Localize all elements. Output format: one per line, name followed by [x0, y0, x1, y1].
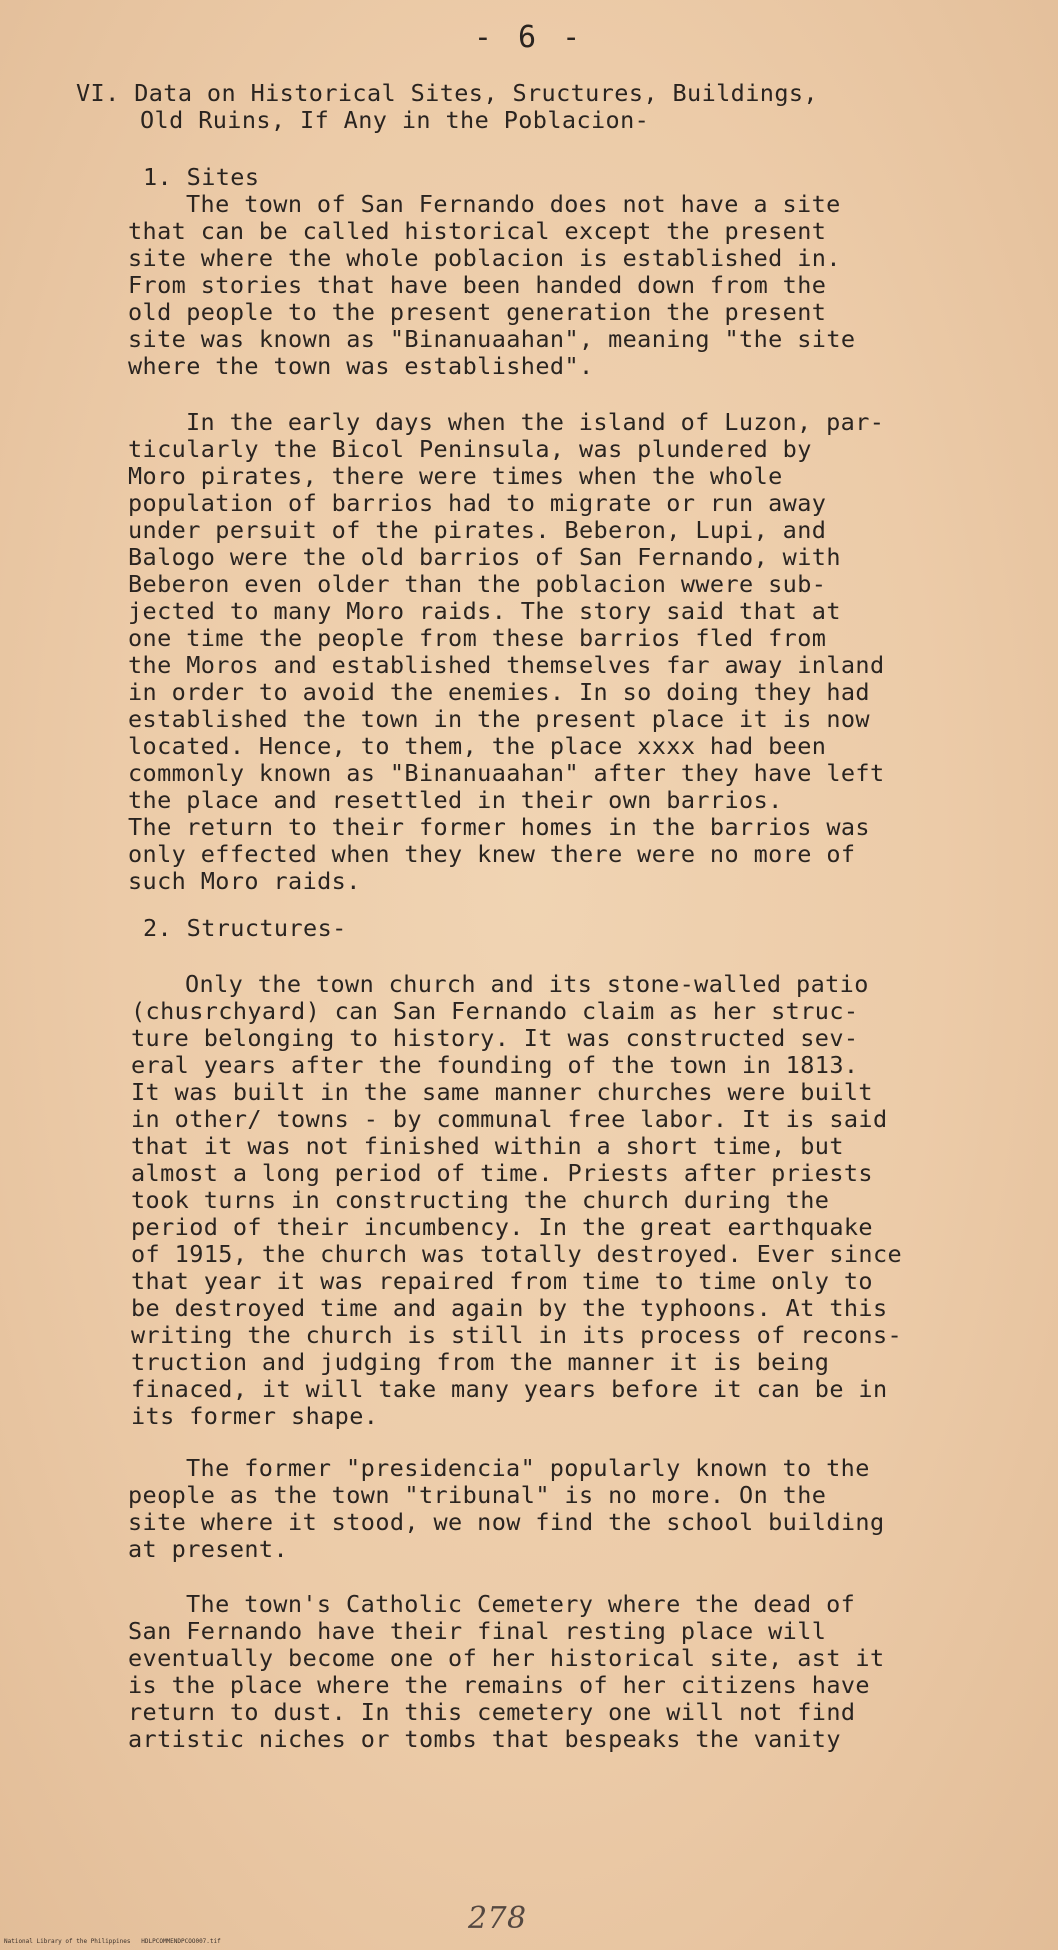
text-line: its former shape.: [131, 1402, 379, 1430]
sites-label: 1. Sites: [143, 163, 260, 191]
text-line: Balogo were the old barrios of San Fernando, with: [128, 543, 841, 571]
text-line: truction and judging from the manner it is being: [131, 1348, 830, 1376]
text-line: almost a long period of time. Priests after priests: [131, 1159, 873, 1187]
text-line: The town of San Fernando does not have a site: [186, 190, 841, 218]
text-line: the place and resettled in their own barrios.: [128, 786, 783, 814]
text-line: finaced, it will take many years before it can be in: [131, 1375, 888, 1403]
text-line: only effected when they knew there were no more of: [128, 840, 856, 868]
heading-line-2: Old Ruins, If Any in the Poblacion-: [140, 106, 650, 134]
text-line: eral years after the founding of the town in 1813.: [131, 1051, 859, 1079]
text-line: eventually become one of her historical site, ast it: [128, 1644, 885, 1672]
text-line: that year it was repaired from time to time only to: [131, 1267, 873, 1295]
text-line: return to dust. In this cemetery one will not find: [128, 1698, 856, 1726]
handwritten-page-number: 278: [468, 1901, 527, 1936]
text-line: From stories that have been handed down from the: [128, 271, 827, 299]
heading-line-1: VI. Data on Historical Sites, Sructures, Buildings,: [76, 79, 818, 107]
text-line: San Fernando have their final resting place will: [128, 1617, 827, 1645]
text-line: under persuit of the pirates. Beberon, Lupi, and: [128, 516, 827, 544]
text-line: site where the whole poblacion is established in.: [128, 244, 841, 272]
text-line: site where it stood, we now find the school building: [128, 1508, 885, 1536]
text-line: such Moro raids.: [128, 867, 361, 895]
text-line: people as the town "tribunal" is no more. On the: [128, 1481, 827, 1509]
text-line: commonly known as "Binanuaahan" after they have left: [128, 759, 885, 787]
text-line: where the town was established".: [128, 352, 594, 380]
text-line: took turns in constructing the church during the: [131, 1186, 830, 1214]
text-line: period of their incumbency. In the great earthquake: [131, 1213, 873, 1241]
text-line: located. Hence, to them, the place xxxx had been: [128, 732, 827, 760]
text-line: is the place where the remains of her citizens have: [128, 1671, 870, 1699]
text-line: that can be called historical except the present: [128, 217, 827, 245]
text-line: ticularly the Bicol Peninsula, was plundered by: [128, 435, 812, 463]
text-line: (chusrchyard) can San Fernando claim as her struc-: [131, 997, 859, 1025]
text-line: established the town in the present place it is now: [128, 705, 870, 733]
text-line: It was built in the same manner churches were built: [131, 1078, 873, 1106]
structures-paragraph-2: [128, 1455, 1008, 1563]
text-line: Moro pirates, there were times when the whole: [128, 462, 783, 490]
text-line: the Moros and established themselves far away inland: [128, 651, 885, 679]
text-line: Beberon even older than the poblacion wwere sub-: [128, 570, 827, 598]
sites-paragraph-1: [128, 191, 1008, 380]
text-line: one time the people from these barrios fled from: [128, 624, 827, 652]
archive-footer: National Library of the Philippines HDLPCOMMENDPCOO007.tif: [4, 1938, 221, 1945]
structures-label: 2. Structures-: [143, 914, 347, 942]
text-line: in other/ towns - by communal free labor. It is said: [131, 1105, 888, 1133]
section-heading: [76, 80, 1016, 134]
text-line: jected to many Moro raids. The story said that at: [128, 597, 841, 625]
text-line: writing the church is still in its process of recons-: [131, 1321, 903, 1349]
structures-paragraph-3: [128, 1591, 1008, 1753]
text-line: Only the town church and its stone-walled patio: [185, 970, 869, 998]
text-line: artistic niches or tombs that bespeaks the vanity: [128, 1725, 841, 1753]
text-line: site was known as "Binanuaahan", meaning "the site: [128, 325, 856, 353]
text-line: In the early days when the island of Luzon, par-: [186, 408, 885, 436]
text-line: in order to avoid the enemies. In so doing they had: [128, 678, 870, 706]
text-line: that it was not finished within a short time, but: [131, 1132, 844, 1160]
sites-paragraph-2: [128, 409, 1008, 895]
text-line: be destroyed time and again by the typhoons. At this: [131, 1294, 888, 1322]
text-line: The return to their former homes in the barrios was: [128, 813, 870, 841]
page-number: - 6 -: [473, 20, 585, 55]
text-line: at present.: [128, 1535, 289, 1563]
text-line: of 1915, the church was totally destroyed. Ever since: [131, 1240, 903, 1268]
text-line: old people to the present generation the present: [128, 298, 827, 326]
structures-paragraph-1: [131, 971, 1011, 1430]
text-line: The former "presidencia" popularly known to the: [186, 1454, 870, 1482]
text-line: population of barrios had to migrate or run away: [128, 489, 827, 517]
text-line: ture belonging to history. It was constructed sev-: [131, 1024, 859, 1052]
text-line: The town's Catholic Cemetery where the dead of: [186, 1590, 856, 1618]
